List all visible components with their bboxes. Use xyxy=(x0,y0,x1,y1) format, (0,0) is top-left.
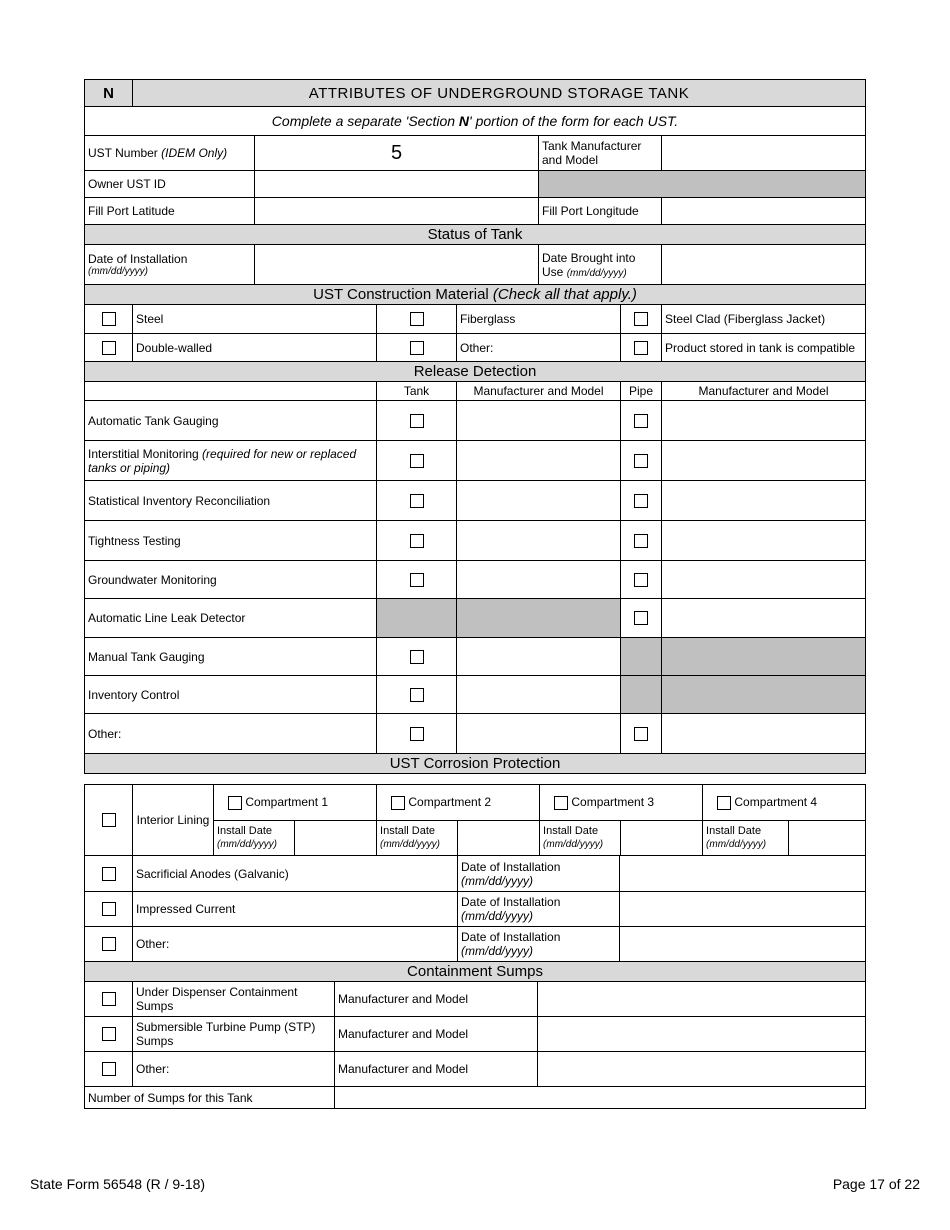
compartment-2: Compartment 2 xyxy=(377,785,540,821)
anodes-checkbox[interactable] xyxy=(102,867,116,881)
mtg-tank-mm-field[interactable] xyxy=(457,638,621,676)
fill-port-latitude-field[interactable] xyxy=(255,198,539,225)
mtg-pipe-mm-shaded xyxy=(662,638,866,676)
mtg-pipe-shaded xyxy=(621,638,662,676)
alld-label: Automatic Line Leak Detector xyxy=(85,599,377,638)
udc-mm-label: Manufacturer and Model xyxy=(335,982,538,1017)
steel-clad-label: Steel Clad (Fiberglass Jacket) xyxy=(662,305,866,334)
shaded-cell xyxy=(539,171,866,198)
comp3-install-date-label: Install Date (mm/dd/yyyy) xyxy=(540,821,621,856)
anodes-checkbox-cell xyxy=(85,856,133,892)
tank-manufacturer-field[interactable] xyxy=(662,136,866,171)
tightness-pipe-cell xyxy=(621,521,662,561)
other-release-pipe-checkbox[interactable] xyxy=(634,727,648,741)
mtg-tank-cell xyxy=(377,638,457,676)
interstitial-tank-mm-field[interactable] xyxy=(457,441,621,481)
steel-clad-checkbox-cell xyxy=(621,305,662,334)
section-n-form xyxy=(84,79,866,774)
groundwater-pipe-cell xyxy=(621,561,662,599)
atg-tank-cell xyxy=(377,401,457,441)
atg-pipe-cell xyxy=(621,401,662,441)
stp-label: Submersible Turbine Pump (STP) Sumps xyxy=(133,1017,335,1052)
interstitial-tank-checkbox[interactable] xyxy=(410,454,424,468)
release-header-blank xyxy=(85,382,377,401)
fill-port-longitude-field[interactable] xyxy=(662,198,866,225)
groundwater-label: Groundwater Monitoring xyxy=(85,561,377,599)
interstitial-label: Interstitial Monitoring (required for new or replaced tanks or piping) xyxy=(85,441,377,481)
other-sump-mm-label: Manufacturer and Model xyxy=(335,1052,538,1087)
groundwater-pipe-mm-field[interactable] xyxy=(662,561,866,599)
alld-pipe-checkbox[interactable] xyxy=(634,611,648,625)
groundwater-tank-cell xyxy=(377,561,457,599)
interior-lining-block xyxy=(84,784,866,856)
interstitial-tank-cell xyxy=(377,441,457,481)
impressed-checkbox[interactable] xyxy=(102,902,116,916)
atg-pipe-mm-field[interactable] xyxy=(662,401,866,441)
other-material-label: Other: xyxy=(457,334,621,362)
instruction: Complete a separate 'Section N' portion of the form for each UST. xyxy=(85,107,866,136)
compartment-1: Compartment 1 xyxy=(214,785,377,821)
sir-pipe-mm-field[interactable] xyxy=(662,481,866,521)
comp4-install-date-field[interactable] xyxy=(789,821,866,856)
pipe-mm-column-header: Manufacturer and Model xyxy=(662,382,866,401)
inventory-tank-checkbox[interactable] xyxy=(410,688,424,702)
compartment-1-checkbox[interactable] xyxy=(228,796,242,810)
udc-mm-field[interactable] xyxy=(538,982,866,1017)
release-section-title: Release Detection xyxy=(85,362,866,382)
compatible-label: Product stored in tank is compatible xyxy=(662,334,866,362)
compartment-4-checkbox[interactable] xyxy=(717,796,731,810)
interstitial-pipe-cell xyxy=(621,441,662,481)
page-number: Page 17 of 22 xyxy=(832,1176,920,1192)
double-walled-label: Double-walled xyxy=(133,334,377,362)
owner-ust-id-field[interactable] xyxy=(255,171,539,198)
tank-manufacturer-label: Tank Manufacturer and Model xyxy=(539,136,662,171)
other-corrosion-doi-label: Date of Installation (mm/dd/yyyy) xyxy=(458,927,620,962)
construction-section-title: UST Construction Material (Check all that apply.) xyxy=(85,285,866,305)
corrosion-sumps-block xyxy=(84,855,866,1109)
date-brought-into-use-field[interactable] xyxy=(662,245,866,285)
stp-mm-field[interactable] xyxy=(538,1017,866,1052)
other-release-pipe-mm-field[interactable] xyxy=(662,714,866,754)
sump-count-label: Number of Sumps for this Tank xyxy=(85,1087,335,1109)
stp-checkbox[interactable] xyxy=(102,1027,116,1041)
sir-label: Statistical Inventory Reconciliation xyxy=(85,481,377,521)
date-brought-into-use-label: Date Brought into Use (mm/dd/yyyy) xyxy=(539,245,662,285)
steel-checkbox[interactable] xyxy=(102,312,116,326)
fill-port-longitude-label: Fill Port Longitude xyxy=(539,198,662,225)
sumps-section-title: Containment Sumps xyxy=(85,962,866,982)
anodes-doi-field[interactable] xyxy=(620,856,866,892)
impressed-doi-label: Date of Installation (mm/dd/yyyy) xyxy=(458,892,620,927)
ust-number-value[interactable]: 5 xyxy=(255,136,539,171)
other-corrosion-doi-field[interactable] xyxy=(620,927,866,962)
groundwater-tank-checkbox[interactable] xyxy=(410,573,424,587)
date-installation-label: Date of Installation (mm/dd/yyyy) xyxy=(85,245,255,285)
fiberglass-checkbox[interactable] xyxy=(410,312,424,326)
double-walled-checkbox[interactable] xyxy=(102,341,116,355)
comp3-install-date-field[interactable] xyxy=(621,821,703,856)
mtg-label: Manual Tank Gauging xyxy=(85,638,377,676)
tightness-tank-checkbox[interactable] xyxy=(410,534,424,548)
other-sump-label: Other: xyxy=(133,1052,335,1087)
steel-checkbox-cell xyxy=(85,305,133,334)
anodes-label: Sacrificial Anodes (Galvanic) xyxy=(133,856,458,892)
interior-lining-label: Interior Lining xyxy=(133,785,214,856)
atg-tank-mm-field[interactable] xyxy=(457,401,621,441)
stp-mm-label: Manufacturer and Model xyxy=(335,1017,538,1052)
other-release-tank-mm-field[interactable] xyxy=(457,714,621,754)
section-letter: N xyxy=(85,80,133,107)
comp1-install-date-label: Install Date (mm/dd/yyyy) xyxy=(214,821,295,856)
steel-clad-checkbox[interactable] xyxy=(634,312,648,326)
other-material-checkbox-cell xyxy=(377,334,457,362)
atg-pipe-checkbox[interactable] xyxy=(634,414,648,428)
alld-pipe-cell xyxy=(621,599,662,638)
compatible-checkbox-cell xyxy=(621,334,662,362)
sir-pipe-cell xyxy=(621,481,662,521)
comp2-install-date-field[interactable] xyxy=(458,821,540,856)
section-title: ATTRIBUTES OF UNDERGROUND STORAGE TANK xyxy=(133,80,866,107)
fiberglass-checkbox-cell xyxy=(377,305,457,334)
sir-tank-checkbox[interactable] xyxy=(410,494,424,508)
mtg-tank-checkbox[interactable] xyxy=(410,650,424,664)
tightness-pipe-checkbox[interactable] xyxy=(634,534,648,548)
comp1-install-date-field[interactable] xyxy=(295,821,377,856)
owner-ust-id-label: Owner UST ID xyxy=(85,171,255,198)
other-corrosion-checkbox-cell xyxy=(85,927,133,962)
compartment-3-checkbox[interactable] xyxy=(554,796,568,810)
sump-count-field[interactable] xyxy=(335,1087,866,1109)
tightness-label: Tightness Testing xyxy=(85,521,377,561)
tightness-tank-mm-field[interactable] xyxy=(457,521,621,561)
other-sump-checkbox-cell xyxy=(85,1052,133,1087)
sir-tank-mm-field[interactable] xyxy=(457,481,621,521)
tightness-pipe-mm-field[interactable] xyxy=(662,521,866,561)
inventory-tank-cell xyxy=(377,676,457,714)
udc-label: Under Dispenser Containment Sumps xyxy=(133,982,335,1017)
inventory-pipe-mm-shaded xyxy=(662,676,866,714)
compartment-3: Compartment 3 xyxy=(540,785,703,821)
fiberglass-label: Fiberglass xyxy=(457,305,621,334)
udc-checkbox-cell xyxy=(85,982,133,1017)
corrosion-section-title: UST Corrosion Protection xyxy=(85,754,866,774)
compartment-2-checkbox[interactable] xyxy=(391,796,405,810)
inventory-pipe-shaded xyxy=(621,676,662,714)
groundwater-tank-mm-field[interactable] xyxy=(457,561,621,599)
other-release-pipe-cell xyxy=(621,714,662,754)
other-corrosion-label: Other: xyxy=(133,927,458,962)
other-material-checkbox[interactable] xyxy=(410,341,424,355)
impressed-checkbox-cell xyxy=(85,892,133,927)
udc-checkbox[interactable] xyxy=(102,992,116,1006)
impressed-label: Impressed Current xyxy=(133,892,458,927)
other-release-tank-checkbox[interactable] xyxy=(410,727,424,741)
form-number: State Form 56548 (R / 9-18) xyxy=(30,1176,206,1192)
interstitial-pipe-checkbox[interactable] xyxy=(634,454,648,468)
anodes-doi-label: Date of Installation (mm/dd/yyyy) xyxy=(458,856,620,892)
stp-checkbox-cell xyxy=(85,1017,133,1052)
alld-pipe-mm-field[interactable] xyxy=(662,599,866,638)
atg-tank-checkbox[interactable] xyxy=(410,414,424,428)
comp2-install-date-label: Install Date (mm/dd/yyyy) xyxy=(377,821,458,856)
inventory-label: Inventory Control xyxy=(85,676,377,714)
inventory-tank-mm-field[interactable] xyxy=(457,676,621,714)
fill-port-latitude-label: Fill Port Latitude xyxy=(85,198,255,225)
alld-tank-shaded xyxy=(377,599,457,638)
other-sump-mm-field[interactable] xyxy=(538,1052,866,1087)
date-installation-field[interactable] xyxy=(255,245,539,285)
interstitial-pipe-mm-field[interactable] xyxy=(662,441,866,481)
status-section-title: Status of Tank xyxy=(85,225,866,245)
pipe-column-header: Pipe xyxy=(621,382,662,401)
groundwater-pipe-checkbox[interactable] xyxy=(634,573,648,587)
tightness-tank-cell xyxy=(377,521,457,561)
sir-tank-cell xyxy=(377,481,457,521)
interior-lining-checkbox[interactable] xyxy=(102,813,116,827)
compartment-4: Compartment 4 xyxy=(703,785,866,821)
double-walled-checkbox-cell xyxy=(85,334,133,362)
comp4-install-date-label: Install Date (mm/dd/yyyy) xyxy=(703,821,789,856)
steel-label: Steel xyxy=(133,305,377,334)
tank-mm-column-header: Manufacturer and Model xyxy=(457,382,621,401)
other-sump-checkbox[interactable] xyxy=(102,1062,116,1076)
other-release-tank-cell xyxy=(377,714,457,754)
other-corrosion-checkbox[interactable] xyxy=(102,937,116,951)
other-release-label: Other: xyxy=(85,714,377,754)
sir-pipe-checkbox[interactable] xyxy=(634,494,648,508)
ust-number-label: UST Number (IDEM Only) xyxy=(85,136,255,171)
atg-label: Automatic Tank Gauging xyxy=(85,401,377,441)
impressed-doi-field[interactable] xyxy=(620,892,866,927)
compatible-checkbox[interactable] xyxy=(634,341,648,355)
tank-column-header: Tank xyxy=(377,382,457,401)
alld-tank-mm-shaded xyxy=(457,599,621,638)
interior-lining-checkbox-cell xyxy=(85,785,133,856)
